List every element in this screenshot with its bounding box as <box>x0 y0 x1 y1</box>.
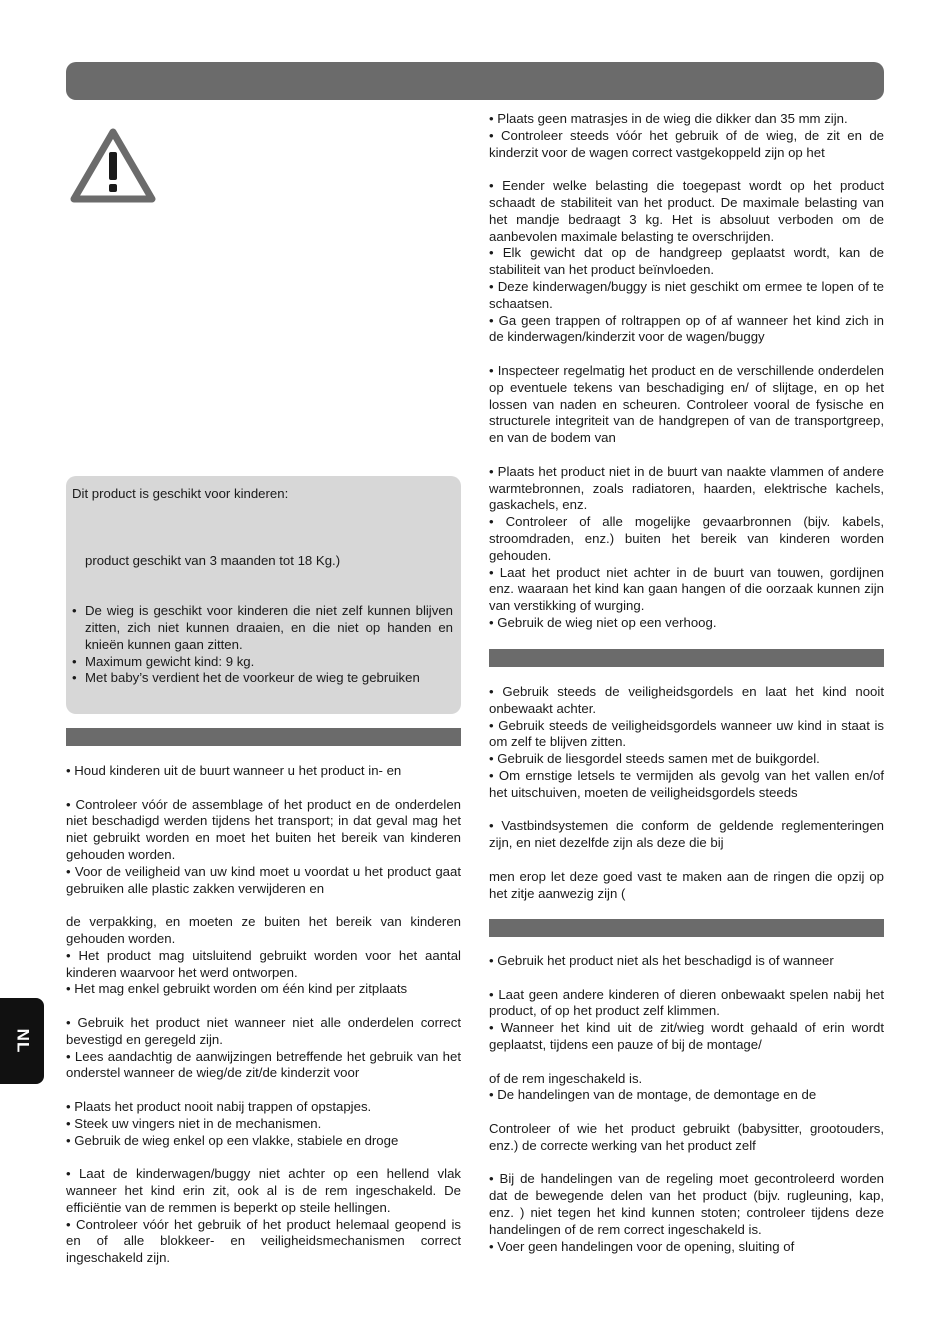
paragraph: • Deze kinderwagen/buggy is niet geschikt om ermee te lopen of te schaatsen. <box>489 278 884 311</box>
paragraph: • Plaats het product niet in de buurt van naakte vlammen of andere warmtebronnen, zoals radiatoren, haarden, elektrische kachels, gaskachels, enz. <box>489 463 884 513</box>
language-label: NL <box>12 1028 32 1054</box>
paragraph: • Eender welke belasting die toegepast wordt op het product schaadt de stabiliteit van het product. De maximale belasting van het mandje bedraagt 3 kg. Het is absoluut verboden om de aanbevolen maximale belasting te overschrijden. <box>489 178 884 244</box>
paragraph: • Controleer of alle mogelijke gevaarbronnen (bijv. kabels, stroomdraden, enz.) buiten het bereik van kinderen worden gehouden. <box>489 514 884 563</box>
paragraph: • Gebruik steeds de veiligheidsgordels wanneer uw kind in staat is om zelf te blijven zitten. <box>489 717 884 750</box>
info-intro: Dit product is geschikt voor kinderen: <box>72 486 289 501</box>
list-item: • Maximum gewicht kind: 9 kg. <box>72 653 255 669</box>
paragraph: • Inspecteer regelmatig het product en de verschillende onderdelen op eventuele tekens van beschadiging en/ of slijtage, en op het lossen van naden en scheuren. Controleer vooral de fysische en structurele integriteit van de handgrepen of van de transportgreep, en van de bodem van <box>489 362 884 446</box>
paragraph: • Gebruik de liesgordel steeds samen met de buikgordel. <box>489 751 820 767</box>
right-column-bottom <box>489 953 884 1255</box>
paragraph: • Om ernstige letsels te vermijden als gevolg van het vallen en/of het uitschuiven, moeten de veiligheidsgordels steeds <box>489 767 884 800</box>
paragraph: • Wanneer het kind uit de zit/wieg wordt gehaald of erin wordt geplaatst, tijdens een pauze of bij de montage/ <box>489 1020 884 1052</box>
paragraph: • Het mag enkel gebruikt worden om één kind per zitplaats <box>66 981 408 997</box>
paragraph: • Voor de veiligheid van uw kind moet u voordat u het product gaat gebruiken alle plastic zakken verwijderen en <box>66 863 461 896</box>
left-column <box>66 763 461 1267</box>
paragraph: • Laat geen andere kinderen of dieren onbewaakt spelen nabij het product, of op het product zelf klimmen. <box>489 986 884 1019</box>
paragraph: • Bij de handelingen van de regeling moet gecontroleerd worden dat de bewegende delen van het product (bijv. rugleuning, kap, enz. ) niet tegen het kind kunnen stoten; controleer tijdens deze handelingen of de rem correct ingeschakeld is. <box>489 1171 884 1237</box>
paragraph: • Plaats het product nooit nabij trappen of opstapjes. <box>66 1098 372 1114</box>
paragraph: • Controleer steeds vóór het gebruik of de wieg, de zit en de kinderzit voor de wagen correct vastgekoppeld zijn op het <box>489 127 884 160</box>
paragraph: • Steek uw vingers niet in de mechanismen. <box>66 1115 322 1131</box>
paragraph: • Vastbindsystemen die conform de geldende reglementeringen zijn, en niet dezelfde zijn als deze die bij <box>489 818 884 851</box>
language-tab <box>0 998 44 1084</box>
paragraph: • Ga geen trappen of roltrappen op of af wanneer het kind zich in de kinderwagen/kinderzit voor de wagen/buggy <box>489 312 884 345</box>
right-column-mid <box>489 684 884 902</box>
header-bar <box>66 62 884 100</box>
paragraph: • Lees aandachtig de aanwijzingen betreffende het gebruik van het onderstel wanneer de wieg/de zit/de kinderzit voor <box>66 1048 461 1081</box>
paragraph: • Het product mag uitsluitend gebruikt worden voor het aantal kinderen waarvoor het werd ontworpen. <box>66 947 461 980</box>
paragraph: • Gebruik steeds de veiligheidsgordels en laat het kind nooit onbewaakt achter. <box>489 684 884 716</box>
paragraph: • De handelingen van de montage, de demontage en de <box>489 1087 817 1103</box>
section-bar-left <box>66 728 461 746</box>
paragraph: • Gebruik het product niet als het beschadigd is of wanneer <box>489 953 834 968</box>
paragraph: • Plaats geen matrasjes in de wieg die dikker dan 35 mm zijn. <box>489 111 848 126</box>
paragraph: • Gebruik de wieg niet op een verhoog. <box>489 614 717 630</box>
info-box <box>66 476 461 714</box>
list-item: • De wieg is geschikt voor kinderen die niet zelf kunnen blijven zitten, zich niet kunnen draaien, en die niet op handen en knieën kunnen gaan zitten. <box>72 603 453 652</box>
right-column-top <box>489 111 884 632</box>
section-bar-right-2 <box>489 919 884 937</box>
info-list <box>72 603 453 687</box>
paragraph: men erop let deze goed vast te maken aan de ringen die opzij op het zitje aanwezig zijn ( <box>489 868 884 901</box>
paragraph: • Controleer vóór de assemblage of het product en de onderdelen niet beschadigd werden tijdens het transport; in dat geval mag het niet gebruikt worden en moet het buiten het bereik van kinderen gehouden worden. <box>66 796 461 862</box>
paragraph: • Elk gewicht dat op de handgreep geplaatst wordt, kan de stabiliteit van het product beïnvloeden. <box>489 245 884 278</box>
paragraph: • Houd kinderen uit de buurt wanneer u het product in- en <box>66 763 402 778</box>
paragraph: • Gebruik het product niet wanneer niet alle onderdelen correct bevestigd en geregeld zijn. <box>66 1014 461 1047</box>
warning-triangle-icon <box>70 128 156 204</box>
paragraph: • Controleer vóór het gebruik of het product helemaal geopend is en of alle blokkeer- en veiligheidsmechanismen correct ingeschakeld zijn. <box>66 1216 461 1266</box>
paragraph: de verpakking, en moeten ze buiten het bereik van kinderen gehouden worden. <box>66 914 461 946</box>
paragraph: Controleer of wie het product gebruikt (babysitter, grootouders, enz.) de correcte werking van het product zelf <box>489 1120 884 1153</box>
paragraph: • Laat het product niet achter in de buurt van touwen, gordijnen enz. waaraan het kind kan gaan hangen of die oorzaak kunnen zijn van verstikking of wurging. <box>489 564 884 614</box>
paragraph: of de rem ingeschakeld is. <box>489 1070 643 1086</box>
section-bar-right-1 <box>489 649 884 667</box>
paragraph: • Voer geen handelingen voor de opening, sluiting of <box>489 1238 795 1254</box>
paragraph: • Gebruik de wieg enkel op een vlakke, stabiele en droge <box>66 1132 399 1148</box>
paragraph: • Laat de kinderwagen/buggy niet achter op een hellend vlak wanneer het kind erin zit, ook al is de rem ingeschakeld. De efficiëntie van de remmen is beperkt op steile hellingen. <box>66 1166 461 1215</box>
list-item: • Met baby’s verdient het de voorkeur de wieg te gebruiken <box>72 670 420 686</box>
info-range: product geschikt van 3 maanden tot 18 Kg.) <box>85 553 341 569</box>
